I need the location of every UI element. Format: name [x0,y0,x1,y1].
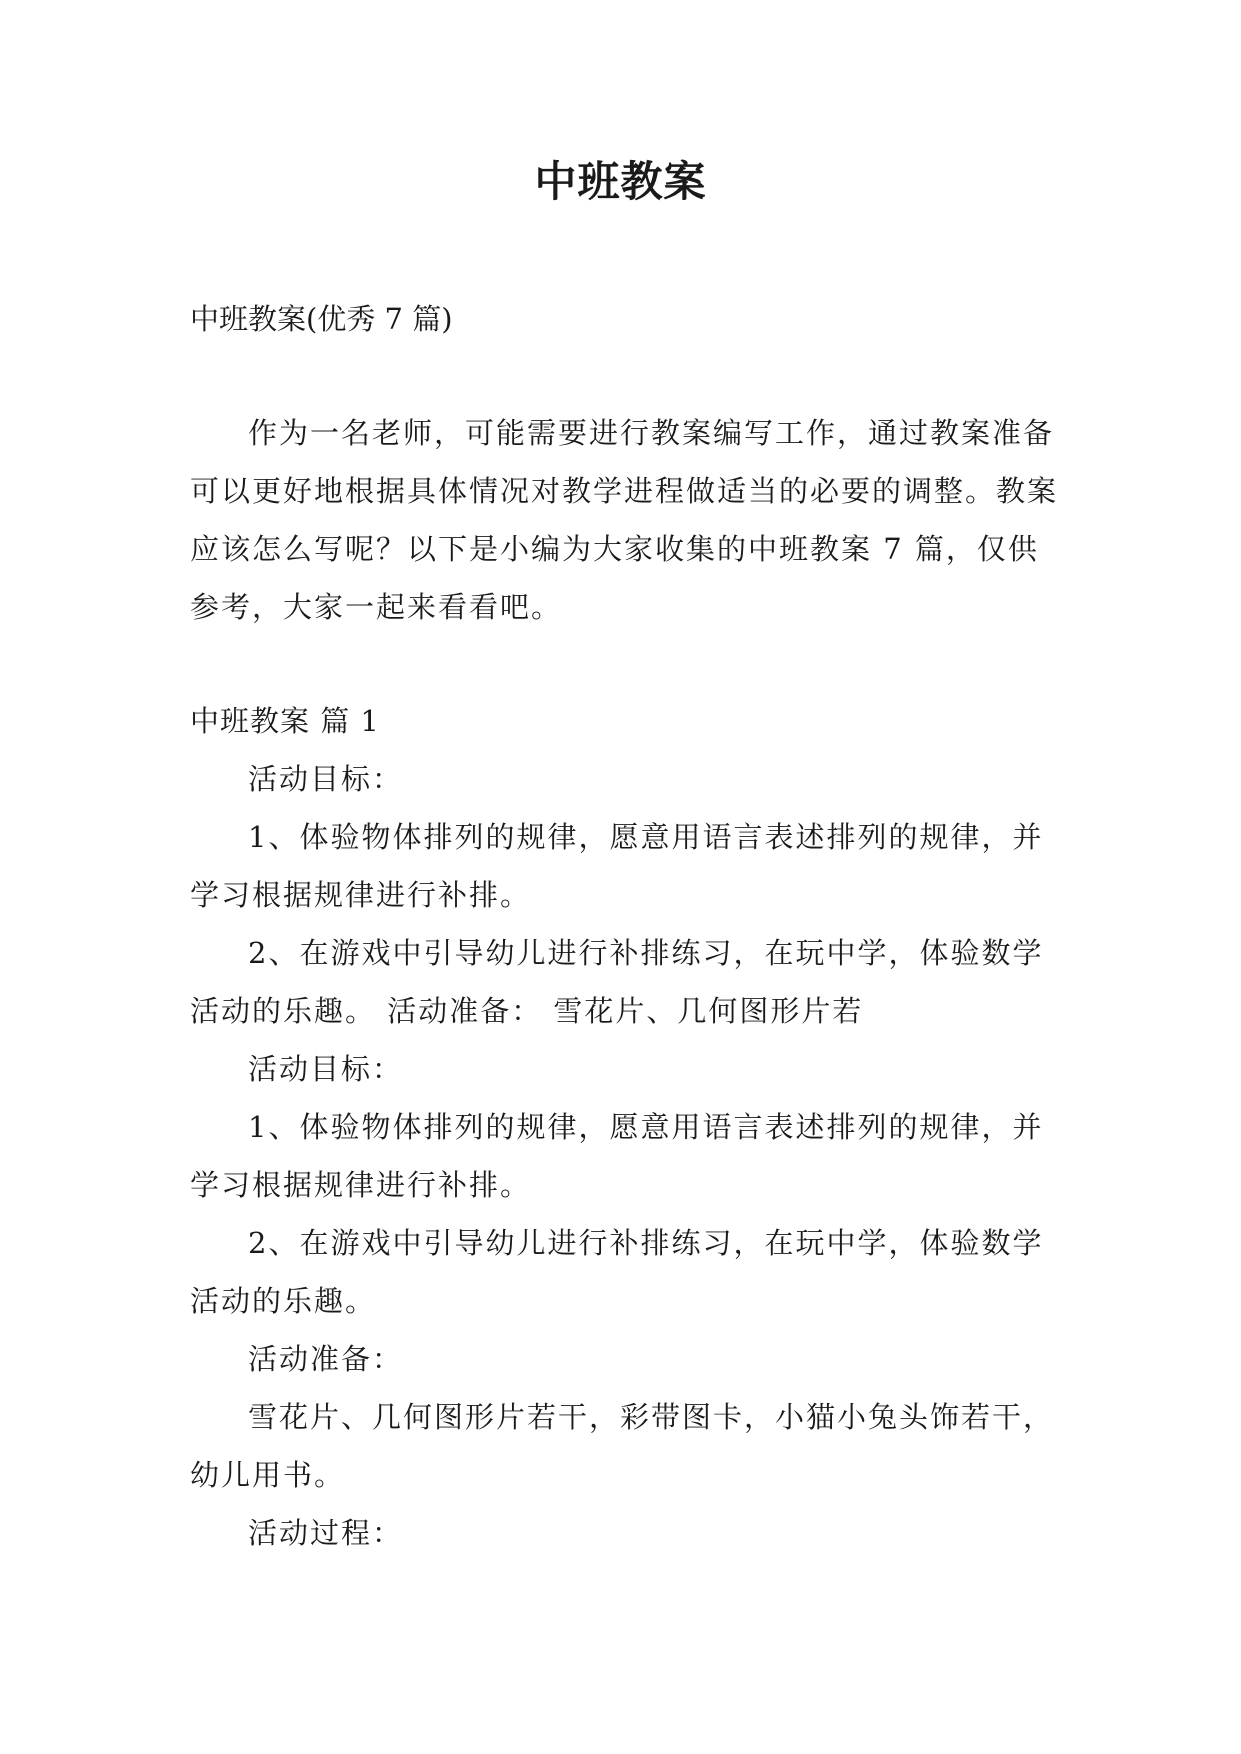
document-body [190,290,1060,1562]
section-heading: 中班教案 篇 1 [190,704,380,738]
paragraph: 活动目标： [248,1052,404,1086]
intro-paragraph: 作为一名老师，可能需要进行教案编写工作，通过教案准备可以更好地根据具体情况对教学进程做适当的必要的调整。教案应该怎么写呢？以下是小编为大家收集的中班教案 7 篇，仅供参考，大家一起来看看吧。 [190,416,1059,624]
paragraph: 雪花片、几何图形片若干，彩带图卡，小猫小兔头饰若干，幼儿用书。 [190,1400,1055,1492]
paragraph: 2、在游戏中引导幼儿进行补排练习，在玩中学，体验数学活动的乐趣。 [190,1226,1044,1318]
paragraph: 1、体验物体排列的规律，愿意用语言表述排列的规律，并学习根据规律进行补排。 [190,820,1044,912]
paragraph: 活动过程： [248,1516,404,1550]
document-title: 中班教案 [534,157,707,206]
paragraph: 1、体验物体排列的规律，愿意用语言表述排列的规律，并学习根据规律进行补排。 [190,1110,1044,1202]
paragraph: 2、在游戏中引导幼儿进行补排练习，在玩中学，体验数学活动的乐趣。 活动准备： 雪花片、几何图形片若 [190,936,1044,1028]
paragraph: 活动准备： [248,1342,404,1376]
paragraph: 活动目标： [248,762,404,796]
document-subtitle: 中班教案(优秀 7 篇) [190,302,453,336]
